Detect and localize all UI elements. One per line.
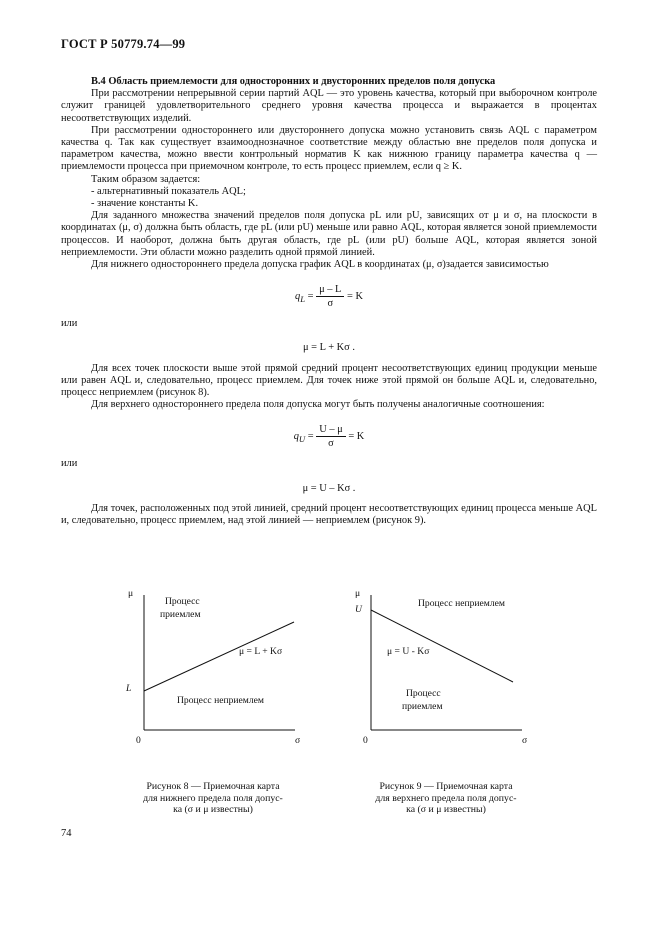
figure-8-caption-line-3: ка (σ и μ известны) xyxy=(173,804,253,816)
formula-qu-q: q xyxy=(293,431,299,443)
formula-ql-denominator: σ xyxy=(327,298,334,310)
figure-8-x-label: σ xyxy=(295,735,301,746)
figure-8-intercept-label: L xyxy=(126,683,132,694)
figure-8-origin-label: 0 xyxy=(136,735,141,746)
figure-9-caption-line-3: ка (σ и μ известны) xyxy=(406,804,486,816)
or-text-2: или xyxy=(61,458,78,470)
figure-8-svg xyxy=(120,585,320,765)
page-number: 74 xyxy=(61,828,72,839)
figure-9-line-label: μ = U - Kσ xyxy=(387,646,430,657)
figure-9-x-label: σ xyxy=(522,735,528,746)
formula-ql-q: q xyxy=(295,291,301,303)
list-item-aql: - альтернативный показатель AQL; xyxy=(91,185,246,197)
paragraph-2: При рассмотрении одностороннего или двустороннего допуска можно установить связь AQL с параметром качества q. Так как существует взаимоoднозначное соответствие между областью вне пределов поля допуска и параметром качества, можно ввести контрольный норматив K как нижнюю границу параметра качества q — приемлемости процесса при приемочном контроле, то есть процесс приемлем, если q ≥ K. xyxy=(61,124,597,173)
paragraph-1: При рассмотрении непрерывной серии партий AQL — это уровень качества, который при выборочном контроле служит границей удовлетворительного среднего уровня качества процесса и выражается в процентах несоответствующих изделий. xyxy=(61,88,597,124)
figure-8-zone-accept-2: приемлем xyxy=(160,609,201,620)
figure-8-zone-accept-1: Процесс xyxy=(165,596,200,607)
paragraph-3: Таким образом задается: xyxy=(91,173,201,185)
paragraph-5: Для нижнего одностороннего предела допуска график AQL в координатах (μ, σ)задается зависимостью xyxy=(91,259,549,271)
document-body xyxy=(61,76,597,527)
figure-8 xyxy=(120,585,320,765)
paragraph-8: Для точек, расположенных под этой линией, средний процент несоответствующих единиц процесса меньше AQL и, следовательно, процесс приемлем, над этой линией — неприемлем (рисунок 9). xyxy=(61,502,597,527)
formula-qu-rhs: = K xyxy=(348,431,365,443)
figure-9-zone-accept-2: приемлем xyxy=(402,701,443,712)
document-header: ГОСТ Р 50779.74—99 xyxy=(61,37,186,51)
figure-8-line-label: μ = L + Kσ xyxy=(239,646,283,657)
formula-ql-fraction xyxy=(316,283,344,310)
figure-8-zone-reject: Процесс неприемлем xyxy=(177,695,264,706)
figure-9-zone-accept-1: Процесс xyxy=(406,688,441,699)
formula-qu-fraction xyxy=(316,423,345,450)
figure-8-caption-line-2: для нижнего предела поля допус- xyxy=(143,792,283,804)
figure-8-caption xyxy=(128,781,298,816)
formula-mu-lower: μ = L + Kσ . xyxy=(303,342,355,354)
figure-9-svg xyxy=(347,585,547,765)
formula-ql-numerator: μ – L xyxy=(316,283,344,297)
figure-9-zone-reject: Процесс неприемлем xyxy=(418,598,505,609)
formula-qu-denominator: σ xyxy=(328,438,334,450)
figure-9-caption-line-1: Рисунок 9 — Приемочная карта xyxy=(379,781,513,792)
paragraph-7: Для верхнего одностороннего предела поля допуска могут быть получены аналогичные соотношения: xyxy=(91,399,545,411)
figure-9-origin-label: 0 xyxy=(363,735,368,746)
or-text-1: или xyxy=(61,318,78,330)
figure-9 xyxy=(347,585,547,765)
formula-ql-rhs: = K xyxy=(347,291,363,303)
figure-8-caption-line-1: Рисунок 8 — Приемочная карта xyxy=(146,781,280,792)
formula-ql-sub: L xyxy=(300,294,306,305)
figure-9-y-label: μ xyxy=(355,588,361,599)
formula-ql: $q_L$ = $\frac{\mu - L}{\sigma}$ = K xyxy=(295,284,363,310)
formula-qu-sub: U xyxy=(298,434,306,445)
formula-qu-numerator: U – μ xyxy=(316,423,345,437)
figure-9-intercept-label: U xyxy=(355,604,362,615)
figure-8-y-label: μ xyxy=(128,588,134,599)
paragraph-4: Для заданного множества значений пределов поля допуска pL или pU, зависящих от μ и σ, на плоскости в координатах (μ, σ) должна быть область, где pL (или pU) меньше или равно AQL, которая является зоной приемлемости процессов. И наоборот, должна быть другая область, где pL (или pU) больше AQL, которая является зоной неприемлемости. Эти области можно разделить одной прямой линией. xyxy=(61,210,597,258)
figure-9-caption xyxy=(360,781,532,816)
list-item-k: - значение константы K. xyxy=(91,198,199,210)
paragraph-6: Для всех точек плоскости выше этой прямой средний процент несоответствующих единиц продукции меньше или равен AQL и, следовательно, процесс приемлем. Для точек ниже этой прямой он больше AQL и, следовательно, процесс неприемлем (рисунок 8). xyxy=(61,362,597,399)
formula-qu: $q_U$ = $\frac{U - \mu}{\sigma}$ = K xyxy=(293,424,365,450)
section-title: В.4 Область приемлемости для односторонних и двусторонних пределов поля допуска xyxy=(91,76,496,87)
figure-9-caption-line-2: для верхнего предела поля допус- xyxy=(375,792,517,804)
formula-mu-upper: μ = U – Kσ . xyxy=(302,482,356,494)
